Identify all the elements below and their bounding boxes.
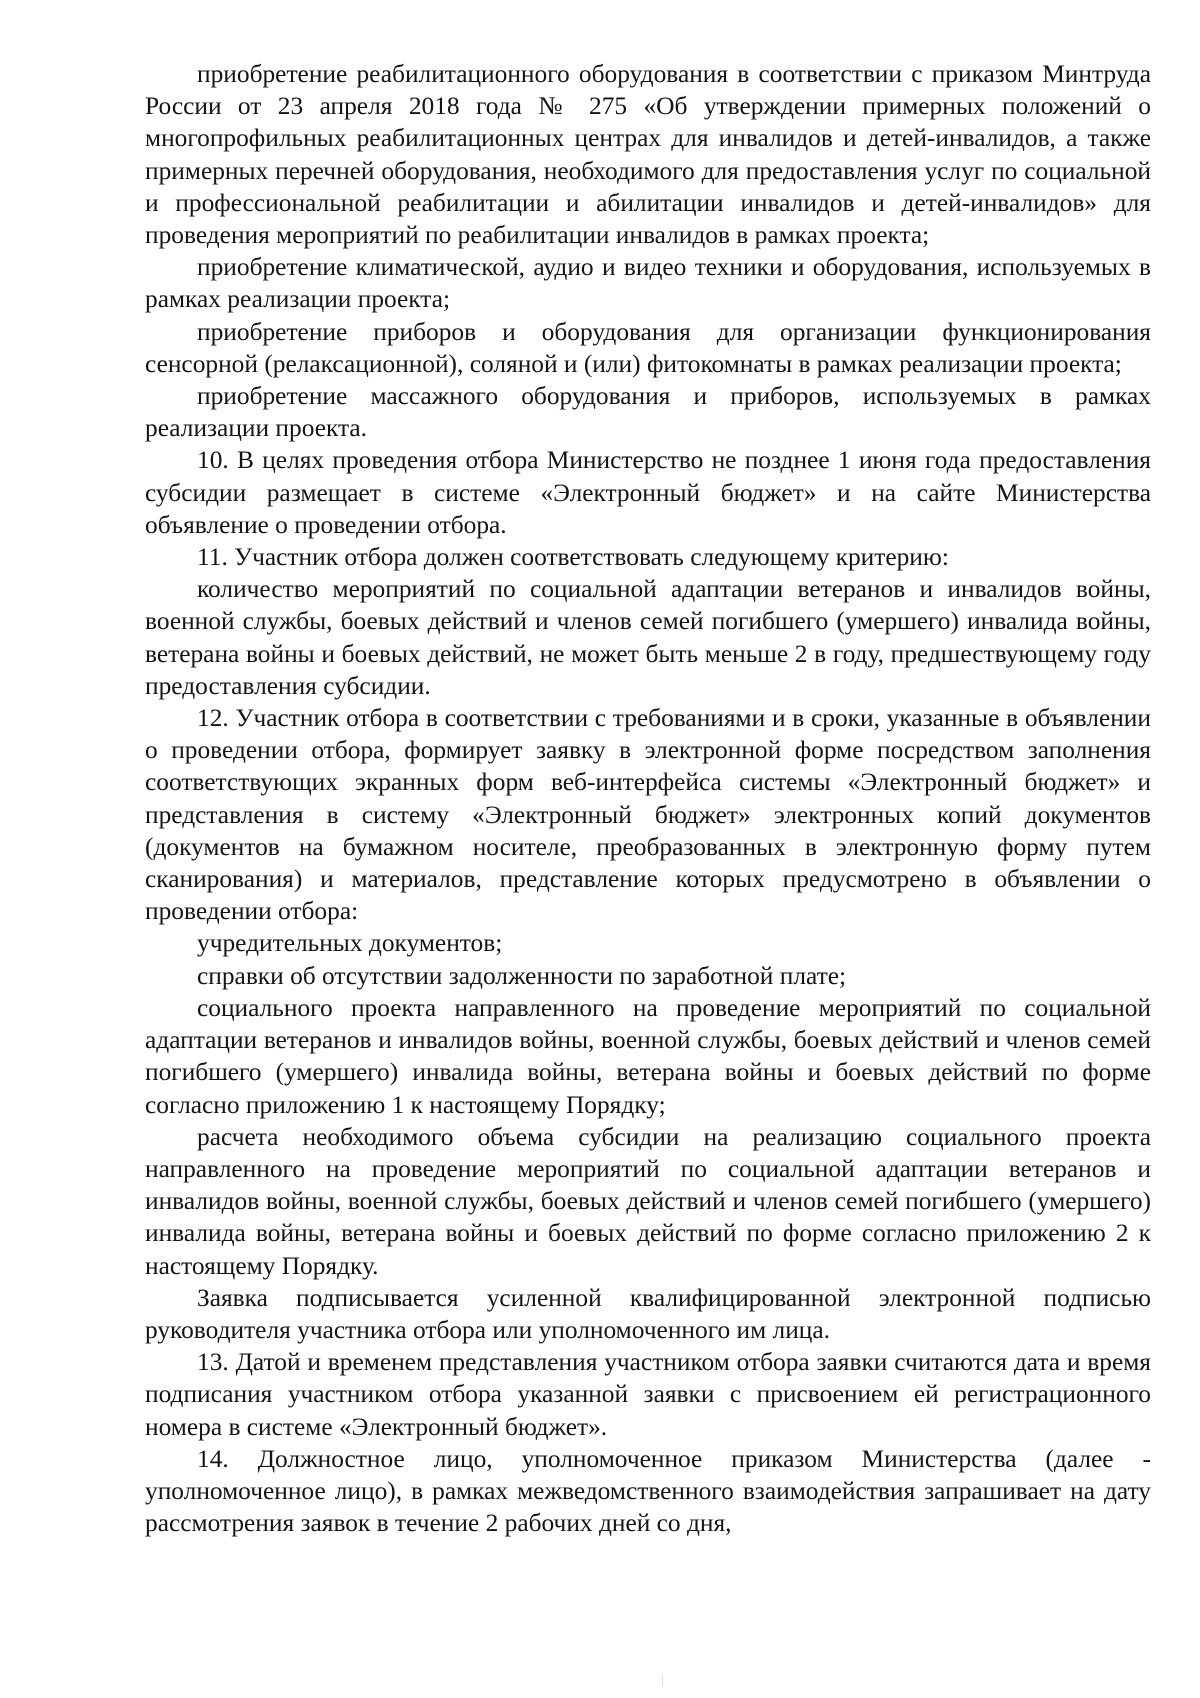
paragraph-clause-11: 11. Участник отбора должен соответствовать следующему критерию:	[197, 543, 949, 572]
paragraph-social-project: социального проекта направленного на проведение мероприятий по социальной адаптации ветеранов и инвалидов войны, военной службы, боевых действий и членов семей погибшего (умершего) инвалида войны, ветерана войны и боевых действий по форме согласно приложению 1 к настоящему Порядку;	[145, 993, 1151, 1119]
paragraph-clause-13: 13. Датой и временем представления участником отбора заявки считаются дата и время подписания участником отбора указанной заявки с присвоением ей регистрационного номера в системе «Электронный бюджет».	[145, 1348, 1151, 1441]
paragraph-salary-debt-certificate: справки об отсутствии задолженности по заработной плате;	[197, 961, 847, 990]
paragraph-criterion: количество мероприятий по социальной адаптации ветеранов и инвалидов войны, военной службы, боевых действий и членов семей погибшего (умершего) инвалида войны, ветерана войны и боевых действий, не может быть меньше 2 в году, предшествующему году предоставления субсидии.	[145, 575, 1151, 700]
document-body	[145, 58, 1151, 1539]
paragraph-clause-12: 12. Участник отбора в соответствии с требованиями и в сроки, указанные в объявлении о проведении отбора, формирует заявку в электронной форме посредством заполнения соответствующих экранных форм веб-интерфейса системы «Электронный бюджет» и представления в систему «Электронный бюджет» электронных копий документов (документов на бумажном носителе, преобразованных в электронную форму путем сканирования) и материалов, представление которых предусмотрено в объявлении о проведении отбора:	[145, 704, 1151, 926]
paragraph-clause-10: 10. В целях проведения отбора Министерство не позднее 1 июня года предоставления субсидии размещает в системе «Электронный бюджет» и на сайте Министерства объявление о проведении отбора.	[145, 446, 1151, 539]
scan-artifact	[662, 1676, 669, 1686]
paragraph-climate-av-equipment: приобретение климатической, аудио и видео техники и оборудования, используемых в рамках реализации проекта;	[145, 253, 1151, 314]
paragraph-massage-equipment: приобретение массажного оборудования и приборов, используемых в рамках реализации проекта.	[145, 382, 1151, 443]
paragraph-rehab-equipment: приобретение реабилитационного оборудования в соответствии с приказом Минтруда России от 23 апреля 2018 года № 275 «Об утверждении примерных положений о многопрофильных реабилитационных центрах для инвалидов и детей-инвалидов, а также примерных перечней оборудования, необходимого для предоставления услуг по социальной и профессиональной реабилитации и абилитации инвалидов и детей-инвалидов» для проведения мероприятий по реабилитации инвалидов в рамках проекта;	[145, 60, 1151, 250]
paragraph-sensory-room-equipment: приобретение приборов и оборудования для организации функционирования сенсорной (релаксационной), соляной и (или) фитокомнаты в рамках реализации проекта;	[145, 317, 1151, 378]
paragraph-clause-14: 14. Должностное лицо, уполномоченное приказом Министерства (далее - уполномоченное лицо), в рамках межведомственного взаимодействия запрашивает на дату рассмотрения заявок в течение 2 рабочих дней со дня,	[145, 1444, 1151, 1538]
paragraph-founding-documents: учредительных документов;	[197, 929, 503, 958]
paragraph-signature-requirement: Заявка подписывается усиленной квалифицированной электронной подписью руководителя участника отбора или уполномоченного им лица.	[145, 1283, 1151, 1344]
paragraph-subsidy-calculation: расчета необходимого объема субсидии на реализацию социального проекта направленного на проведение мероприятий по социальной адаптации ветеранов и инвалидов войны, военной службы, боевых действий и членов семей погибшего (умершего) инвалида войны, ветерана войны и боевых действий по форме согласно приложению 2 к настоящему Порядку.	[145, 1122, 1151, 1280]
